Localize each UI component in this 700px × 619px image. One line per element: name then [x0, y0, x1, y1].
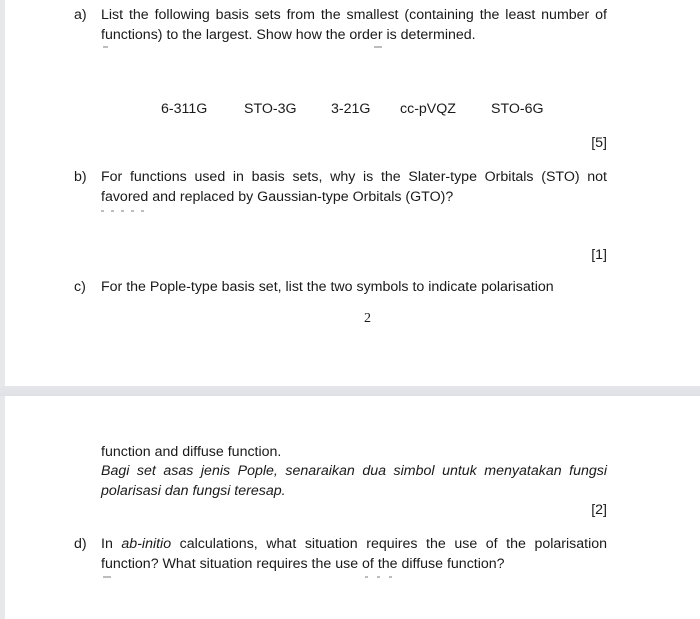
- question-a-letter: a): [74, 7, 87, 23]
- question-b-marks: [1]: [591, 247, 607, 263]
- question-b-text: For functions used in basis sets, why is the Slater-type Orbitals (STO) not favored and replaced by Gaussian-type Orbitals (GTO)?: [101, 169, 607, 205]
- question-c-text-part2: function and diffuse function.: [101, 444, 282, 460]
- question-a-text: List the following basis sets from the smallest (containing the least number of functions) to the largest. Show how the order is determined.: [101, 7, 607, 43]
- question-a-marks: [5]: [591, 135, 607, 151]
- question-d-text-pre: In: [101, 536, 122, 552]
- question-c-marks: [2]: [591, 502, 607, 518]
- page-number: 2: [364, 311, 371, 326]
- cut-text-fragment: [101, 210, 151, 212]
- basis-set-item: STO-6G: [491, 101, 544, 117]
- basis-set-item: STO-3G: [244, 101, 297, 117]
- basis-set-item: 3-21G: [331, 101, 371, 117]
- basis-set-item: cc-pVQZ: [400, 101, 456, 117]
- question-d-letter: d): [74, 536, 87, 552]
- question-c-letter: c): [74, 279, 86, 295]
- page-edge: [0, 0, 5, 386]
- question-d-text-italic: ab-initio: [121, 536, 172, 552]
- cut-text-fragment: [365, 576, 395, 578]
- cut-text-fragment: [103, 576, 111, 578]
- cut-text-fragment: [374, 46, 382, 48]
- page-bottom: [0, 396, 700, 619]
- page-edge: [0, 396, 5, 619]
- cut-text-fragment: [103, 46, 108, 48]
- question-d-text: [101, 534, 607, 574]
- question-c-text-part1: For the Pople-type basis set, list the two symbols to indicate polarisation: [101, 279, 554, 295]
- question-c-malay-text: Bagi set asas jenis Pople, senaraikan dua simbol untuk menyatakan fungsi polarisasi dan fungsi teresap.: [101, 463, 607, 499]
- question-d-text-post: calculations, what situation requires the use of the polarisation function? What situation requires the use of the diffuse function?: [101, 536, 608, 572]
- basis-set-item: 6-311G: [161, 101, 208, 117]
- question-b-letter: b): [74, 169, 87, 185]
- page-separator: [0, 386, 700, 396]
